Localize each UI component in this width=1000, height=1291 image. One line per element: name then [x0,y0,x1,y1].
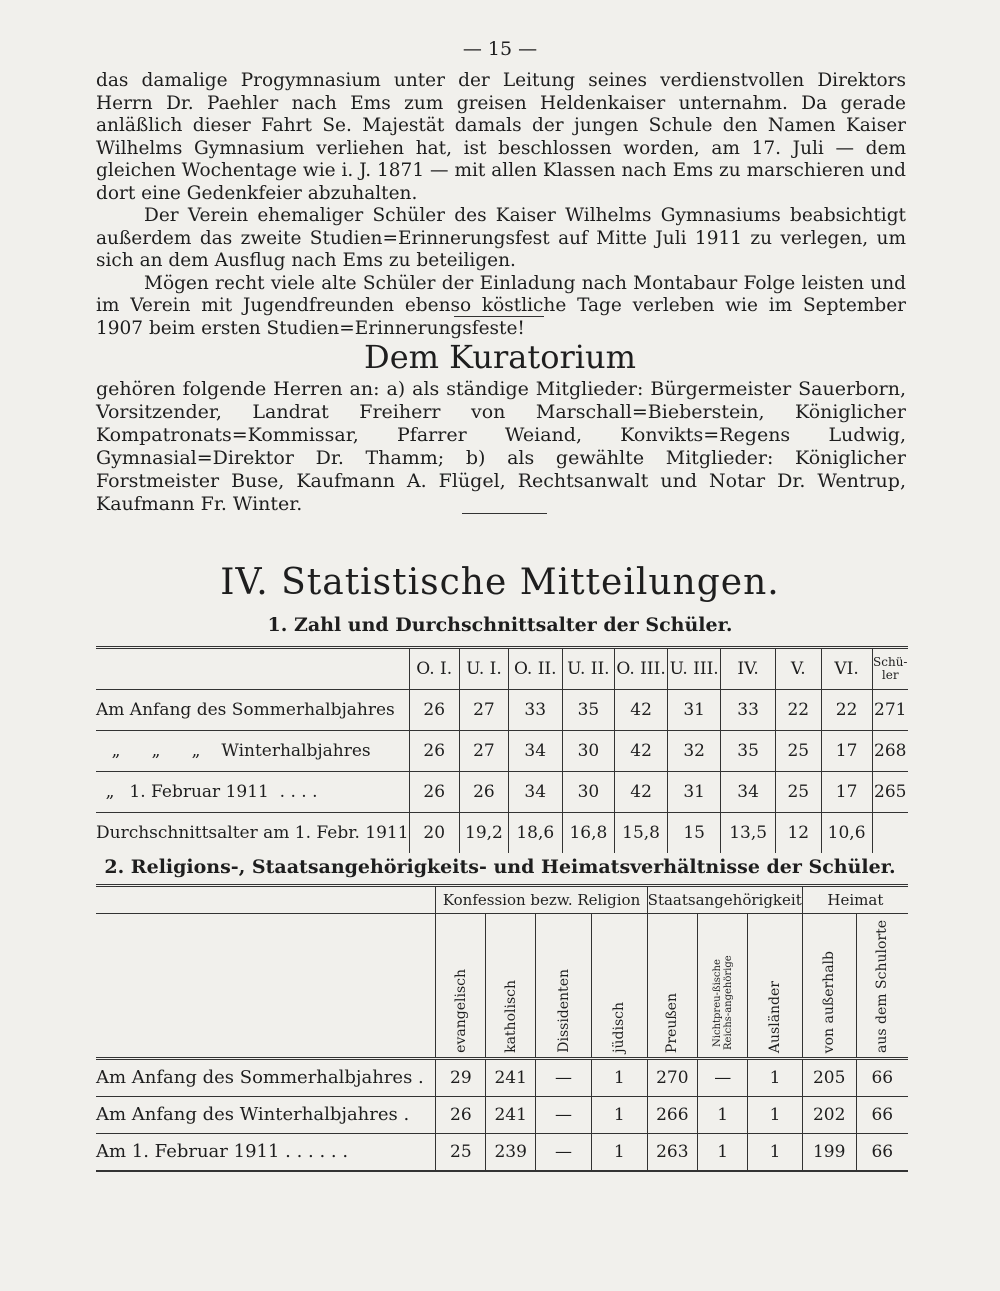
leader-dots: . . . . [279,782,318,802]
kuratorium-paragraph: gehören folgende Herren an: a) als ständige Mitglieder: Bürgermeister Sauerborn, Vorsitzender, Landrat Freiherr von Marschall=Bieberstein, Königlicher Kompatronats=Kommissar, Pfarrer Weiand, Konvikts=Regens Ludwig, Gymnasial=Direktor Dr. Thamm; b) als gewählte Mitglieder: Königlicher Forstmeister Buse, Kaufmann A. Flügel, Rechtsanwalt und Notar Dr. Wentrup, Kaufmann Fr. Winter. [96,378,906,515]
cell: 34 [508,772,562,813]
cell: 33 [508,690,562,731]
cell: 17 [821,772,872,813]
col-header: U. II. [562,648,615,690]
col-header: O. I. [409,648,459,690]
cell: 15,8 [615,813,668,854]
paragraph-3: Mögen recht viele alte Schüler der Einladung nach Montabaur Folge leisten und im Verein mit Jugendfreunden ebenso köstliche Tage verleben wie im September 1907 beim ersten Studien=Erinnerungsfeste! [96,272,906,339]
table-row [96,690,908,731]
cell: 241 [486,1058,536,1096]
col-header: V. [775,648,821,690]
ditto-mark: „ [105,782,115,802]
cell: 35 [562,690,615,731]
table2-title: 2. Religions-, Staatsangehörigkeits- und Heimatsverhältnisse der Schüler. [104,856,896,878]
cell: 270 [647,1058,697,1096]
cell: 25 [436,1133,486,1171]
cell: 22 [775,690,821,731]
col-header: Nichtpreu-ßische Reichs-angehörige [711,955,734,1051]
cell: 32 [667,731,720,772]
row-label: Am 1. Februar 1911 . . . . . . [96,1133,436,1171]
cell: 20 [409,813,459,854]
cell: 27 [459,731,508,772]
cell: 42 [615,690,668,731]
col-header: U. I. [459,648,508,690]
cell: 1 [591,1133,647,1171]
cell: 66 [856,1058,908,1096]
col-header: O. III. [615,648,668,690]
cell: 26 [409,690,459,731]
cell: 1 [748,1058,802,1096]
group-header-row [96,886,908,914]
table-row [96,1058,908,1096]
cell: 10,6 [821,813,872,854]
cell: 42 [615,772,668,813]
ditto-mark: „ [151,741,161,761]
intro-text [96,70,906,340]
row-label-text: Winterhalbjahres [221,741,371,761]
cell: 271 [872,690,908,731]
col-header: Schü-ler [872,648,908,690]
col-header: jüdisch [611,1002,628,1053]
cell: 1 [698,1096,748,1133]
group-header: Staatsangehörigkeit [647,886,802,914]
table-row [96,1133,908,1171]
col-header: U. III. [667,648,720,690]
table-row [96,731,908,772]
group-header: Heimat [802,886,908,914]
cell: 19,2 [459,813,508,854]
cell: 202 [802,1096,856,1133]
religion-nationality-table [96,884,908,1172]
cell: — [536,1133,592,1171]
section-title: IV. Statistische Mitteilungen. [220,562,780,603]
cell: 26 [409,731,459,772]
table-row [96,1096,908,1133]
cell: 26 [436,1096,486,1133]
row-label: Am Anfang des Sommerhalbjahres [96,690,409,731]
cell: — [536,1058,592,1096]
cell: 13,5 [721,813,776,854]
col-header: katholisch [502,980,519,1053]
row-label-text: 1. Februar 1911 [129,782,269,802]
row-label: Am Anfang des Winterhalbjahres . [96,1096,436,1133]
cell: 25 [775,731,821,772]
cell: 1 [698,1133,748,1171]
col-header: Ausländer [767,980,784,1053]
paragraph-2: Der Verein ehemaliger Schüler des Kaiser Wilhelms Gymnasiums beabsichtigt außerdem das zweite Studien=Erinnerungsfest auf Mitte Juli 1911 zu verlegen, um sich an dem Ausflug nach Ems zu beteiligen. [96,205,906,271]
cell: 1 [748,1096,802,1133]
divider [462,513,547,514]
cell: 35 [721,731,776,772]
paragraph-1: das damalige Progymnasium unter der Leitung seines verdienstvollen Direktors Herrn Dr. Paehler nach Ems zum greisen Heldenkaiser unternahm. Da gerade anläßlich dieser Fahrt Se. Majestät damals der jungen Schule den Namen Kaiser Wilhelms Gymnasium verliehen hat, ist beschlossen worden, am 17. Juli — dem gleichen Wochentage wie i. J. 1871 — mit allen Klassen nach Ems zu marschieren und dort eine Gedenkfeier abzuhalten. [96,70,906,204]
col-header: Preußen [664,992,681,1053]
cell: — [536,1096,592,1133]
cell: 265 [872,772,908,813]
page-number: — 15 — [462,38,538,60]
cell: 29 [436,1058,486,1096]
cell: 12 [775,813,821,854]
kuratorium-heading: Dem Kuratorium [364,338,636,376]
ditto-mark: „ [191,741,201,761]
cell: 33 [721,690,776,731]
cell: 22 [821,690,872,731]
cell: 42 [615,731,668,772]
table-row [96,772,908,813]
cell: 18,6 [508,813,562,854]
cell: 34 [508,731,562,772]
cell: 241 [486,1096,536,1133]
row-label: Am Anfang des Sommerhalbjahres . [96,1058,436,1096]
cell: 66 [856,1096,908,1133]
divider [454,316,544,317]
cell: 268 [872,731,908,772]
cell: 266 [647,1096,697,1133]
kuratorium-text [96,378,906,516]
row-label [96,731,409,772]
cell: 26 [459,772,508,813]
cell: 1 [591,1058,647,1096]
cell: 31 [667,772,720,813]
col-header: aus dem Schulorte [874,920,891,1053]
cell: 263 [647,1133,697,1171]
col-header: IV. [721,648,776,690]
cell: 1 [748,1133,802,1171]
group-header: Konfession bezw. Religion [436,886,647,914]
cell: — [698,1058,748,1096]
cell: 199 [802,1133,856,1171]
cell: 25 [775,772,821,813]
col-header: Dissidenten [555,969,572,1053]
col-header: VI. [821,648,872,690]
cell: 31 [667,690,720,731]
cell: 16,8 [562,813,615,854]
cell [872,813,908,854]
row-label [96,772,409,813]
table-header-row [96,648,908,690]
cell: 26 [409,772,459,813]
cell: 27 [459,690,508,731]
cell: 1 [591,1096,647,1133]
cell: 30 [562,772,615,813]
cell: 66 [856,1133,908,1171]
table-row [96,813,908,854]
cell: 17 [821,731,872,772]
cell: 239 [486,1133,536,1171]
row-label: Durchschnittsalter am 1. Febr. 1911 [96,823,409,843]
table1-title: 1. Zahl und Durchschnittsalter der Schüler. [267,614,733,636]
cell: 34 [721,772,776,813]
cell: 15 [667,813,720,854]
col-header: evangelisch [452,969,469,1053]
subheader-row [96,914,908,1059]
col-header: O. II. [508,648,562,690]
cell: 205 [802,1058,856,1096]
col-header: von außerhalb [821,950,838,1053]
student-count-table [96,646,908,853]
ditto-mark: „ [111,741,121,761]
cell: 30 [562,731,615,772]
